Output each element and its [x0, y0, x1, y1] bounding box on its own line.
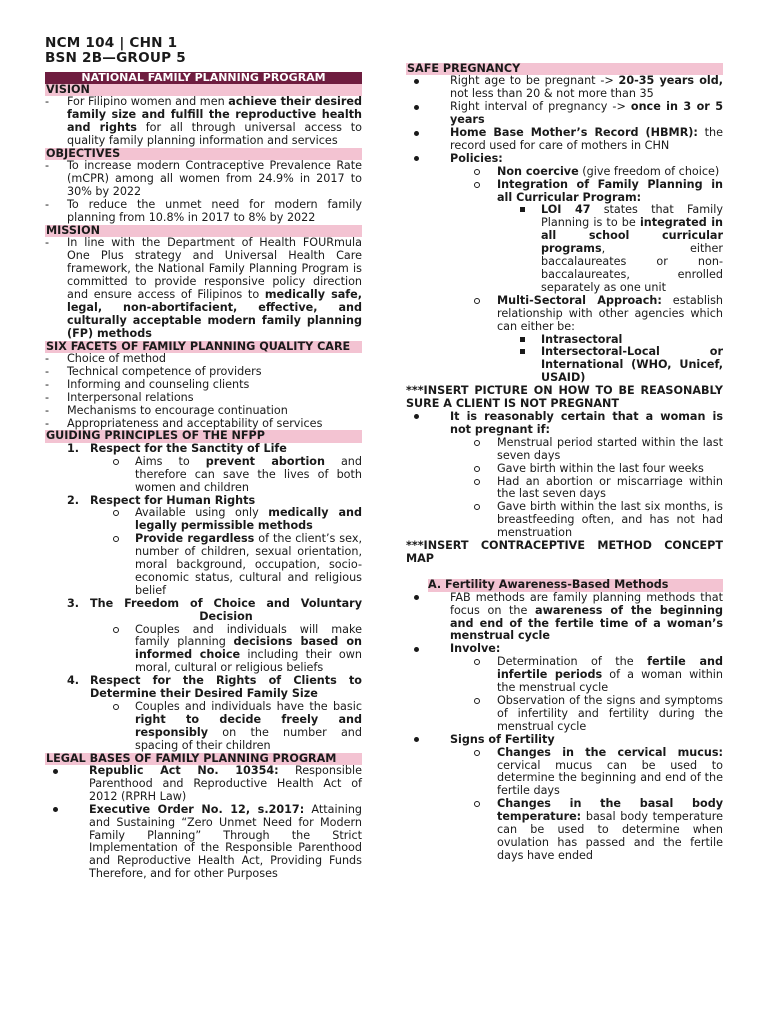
involve-sub: Determination of the fertile and infertile periods of a woman within the menstrual cycle — [406, 656, 723, 695]
signs-sub: Changes in the cervical mucus: cervical mucus can be used to determine the beginning and end of the fertile days — [406, 747, 723, 799]
principles-list — [45, 443, 362, 753]
left-column — [45, 36, 362, 881]
insert-concept-map-note: ***INSERT CONTRACEPTIVE METHOD CONCEPT MAP — [406, 539, 723, 565]
safe-pregnancy-heading: SAFE PREGNANCY — [406, 63, 723, 75]
certain-item: Gave birth within the last six months, is breastfeeding often, and has not had menstruation — [406, 501, 723, 540]
facet-item: - Interpersonal relations — [45, 390, 194, 404]
facets-heading: SIX FACETS OF FAMILY PLANNING QUALITY CARE — [45, 341, 362, 353]
principle-sub: Couples and individuals will make family planning decisions based on informed choice including their own moral, cultural or religious beliefs — [45, 624, 362, 676]
principle-item: 1. Respect for the Sanctity of Life — [67, 441, 287, 455]
insert-picture-note: ***INSERT PICTURE ON HOW TO BE REASONABLY SURE A CLIENT IS NOT PREGNANT — [406, 384, 723, 411]
objective-item: - To reduce the unmet need for modern family planning from 10.8% in 2017 to 8% by 2022 — [45, 198, 362, 225]
facet-item: - Technical competence of providers — [45, 364, 262, 378]
legal-item: Executive Order No. 12, s.2017: Attaining and Sustaining “Zero Unmet Need for Modern Family Planning” Through the Strict Implementation of the Responsible Parenthood and Reproductive Health Act, Providing Funds Therefore, and for other Purposes — [45, 804, 362, 881]
facet-item: - Mechanisms to encourage continuation — [45, 403, 288, 417]
pregnancy-item: Right age to be pregnant -> 20-35 years old, not less than 20 & not more than 35 — [406, 75, 723, 101]
sector-item: Intrasectoral — [406, 334, 723, 347]
policy-sub: Integration of Family Planning in all Curricular Program: — [406, 179, 723, 205]
certain-lead: It is reasonably certain that a woman is not pregnant if: — [406, 411, 723, 437]
sector-item: Intersectoral-Local or International (WHO, Unicef, USAID) — [406, 346, 723, 385]
fab-heading: A. Fertility Awareness-Based Methods — [406, 579, 723, 592]
principle-sub: Couples and individuals have the basic right to decide freely and responsibly on the number and spacing of their children — [45, 701, 362, 753]
section-group: BSN 2B—GROUP 5 — [45, 50, 186, 66]
course-code: NCM 104 | CHN 1 — [45, 35, 178, 51]
mission-item: - In line with the Department of Health FOURmula One Plus strategy and Universal Health Care framework, the National Family Planning Program is committed to provide responsive policy direction and ensure access of Filipinos to medically safe, legal, non-abortifacient, effective, and culturally acceptable modern family planning (FP) methods — [45, 236, 362, 340]
facets-list — [45, 353, 362, 430]
right-column — [406, 63, 723, 863]
pregnancy-item: Home Base Mother’s Record (HBMR): the record used for care of mothers in CHN — [406, 127, 723, 153]
principles-heading: GUIDING PRINCIPLES OF THE NFPP — [45, 430, 362, 442]
policy-sub: Non coercive (give freedom of choice) — [406, 166, 723, 179]
objective-item: - To increase modern Contraceptive Prevalence Rate (mCPR) among all women from 24.9% in 2017 to 30% by 2022 — [45, 159, 362, 199]
pregnancy-item: Right interval of pregnancy -> once in 3 or 5 years — [406, 101, 723, 127]
signs-item: Signs of Fertility — [406, 734, 723, 747]
certain-item: Had an abortion or miscarriage within the last seven days — [406, 476, 723, 502]
facet-item: - Appropriateness and acceptability of services — [45, 416, 323, 430]
principle-sub: Provide regardless of the client’s sex, number of children, sexual orientation, moral background, occupation, socio-economic status, cultural and religious belief — [45, 533, 362, 598]
certain-item: Menstrual period started within the last seven days — [406, 437, 723, 463]
vision-item: - For Filipino women and men achieve their desired family size and fulfill the reproductive health and rights for all through universal access to quality family planning information and services — [45, 95, 362, 148]
signs-sub: Changes in the basal body temperature: basal body temperature can be used to determine when ovulation has passed and the fertile days have ended — [406, 798, 723, 863]
legal-list — [45, 765, 362, 881]
objectives-heading: OBJECTIVES — [45, 148, 362, 160]
facet-item: - Choice of method — [45, 352, 166, 366]
involve-sub: Observation of the signs and symptoms of infertility and fertility during the menstrual cycle — [406, 695, 723, 734]
legal-item: Republic Act No. 10354: Responsible Parenthood and Reproductive Health Act of 2012 (RPRH Law) — [45, 765, 362, 804]
principle-sub: Available using only medically and legally permissible methods — [45, 507, 362, 533]
principle-item: 3. The Freedom of Choice and Voluntary Decision — [67, 596, 362, 623]
involve-item: Involve: — [406, 643, 723, 656]
principle-sub: Aims to prevent abortion and therefore can save the lives of both women and children — [45, 456, 362, 495]
mission-heading: MISSION — [45, 225, 362, 237]
principle-item: 2. Respect for Human Rights — [67, 493, 256, 507]
vision-heading: VISION — [45, 84, 362, 96]
policy-sub: Multi-Sectoral Approach: establish relationship with other agencies which can either be: — [406, 295, 723, 334]
fab-desc: FAB methods are family planning methods that focus on the awareness of the beginning and end of the fertile time of a woman’s menstrual cycle — [406, 592, 723, 644]
facet-item: - Informing and counseling clients — [45, 377, 250, 391]
loi-item: LOI 47 states that Family Planning is to be integrated in all school curricular programs, either baccalaureates or non-baccalaureates, enrolled separately as one unit — [406, 204, 723, 294]
principle-item: 4. Respect for the Rights of Clients to Determine their Desired Family Size — [67, 674, 362, 701]
policies-item: Policies: — [406, 153, 723, 166]
legal-heading: LEGAL BASES OF FAMILY PLANNING PROGRAM — [45, 753, 362, 765]
program-banner: NATIONAL FAMILY PLANNING PROGRAM — [45, 72, 362, 84]
certain-item: Gave birth within the last four weeks — [406, 463, 723, 476]
